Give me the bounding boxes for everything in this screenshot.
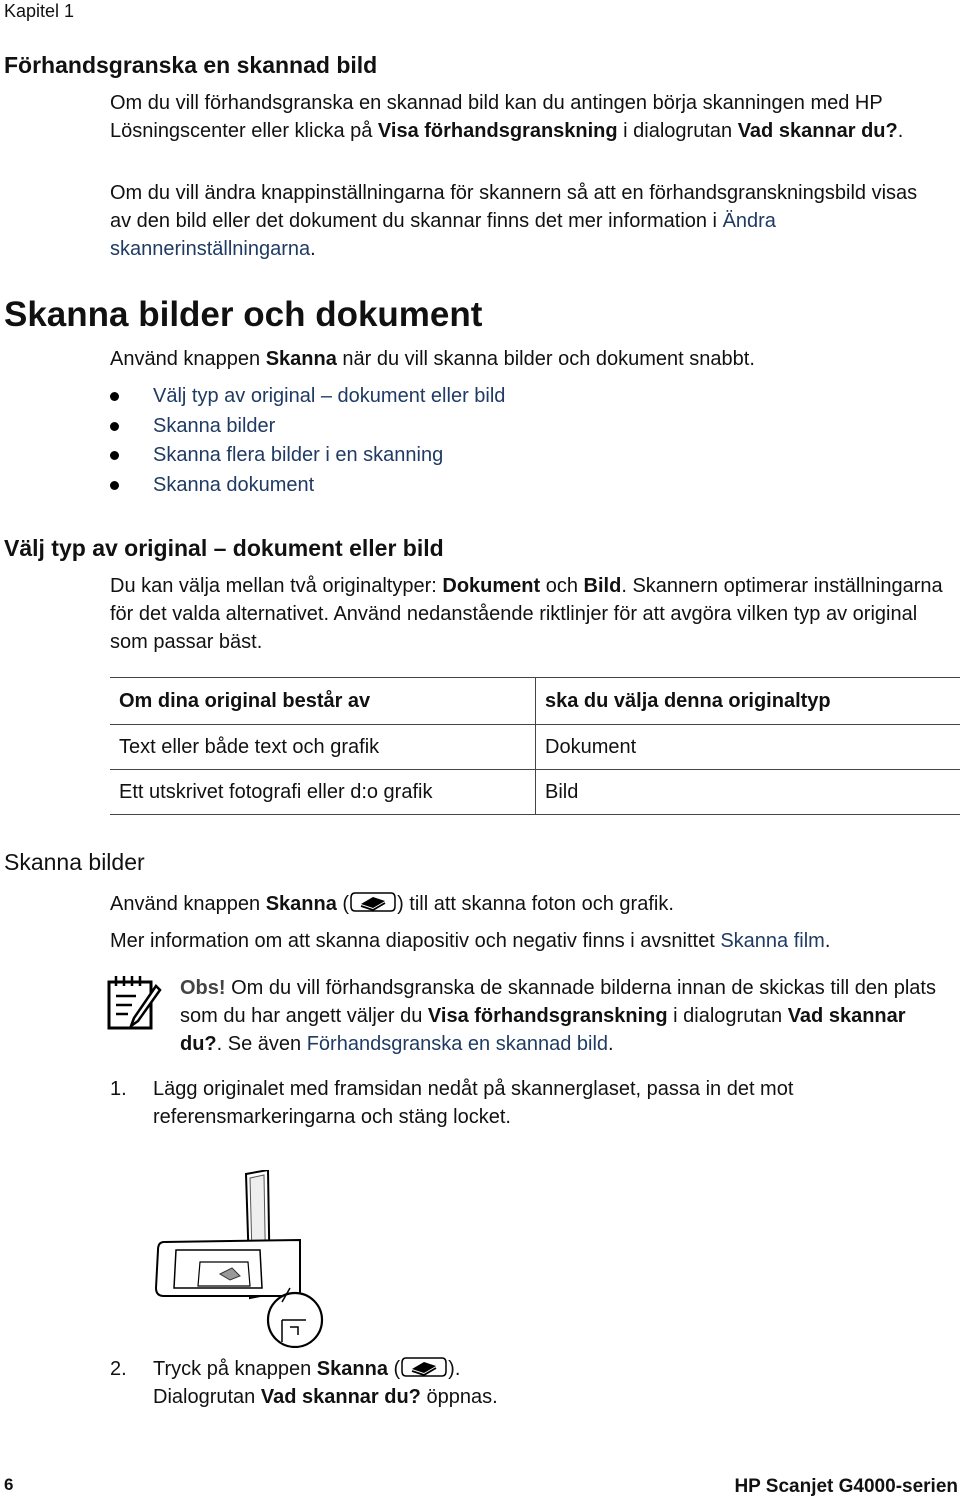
paragraph-film-info: Mer information om att skanna diapositiv och negativ finns i avsnittet Skanna film. xyxy=(110,930,831,952)
bullet-icon xyxy=(110,451,119,460)
step-text: Tryck på knappen Skanna ( ). Dialogrutan Vad skannar du? öppnas. xyxy=(153,1355,933,1411)
section-heading-preview: Förhandsgranska en skannad bild xyxy=(4,52,378,78)
paragraph-original-type: Du kan välja mellan två originaltyper: Dokument och Bild. Skannern optimerar inställningarna för det valda alternativet. Använd nedanstående riktlinjer för att avgöra vilken typ av original som passar bäst. xyxy=(110,575,943,653)
link-forhandsgranska[interactable]: Förhandsgranska en skannad bild xyxy=(306,1033,609,1055)
note-label: Obs! xyxy=(180,977,226,999)
step-number: 1. xyxy=(110,1078,127,1100)
note-pad-icon xyxy=(104,972,164,1034)
link-valj-typ[interactable]: Välj typ av original – dokument eller bild xyxy=(153,385,506,407)
list-item xyxy=(110,441,505,471)
table-row xyxy=(110,770,960,815)
link-andra-skannerinstallningarna[interactable]: Ändra skannerinställningarna xyxy=(110,210,776,260)
table-header-row xyxy=(110,678,960,725)
link-skanna-flera-bilder[interactable]: Skanna flera bilder i en skanning xyxy=(153,444,444,466)
bullet-icon xyxy=(110,481,119,490)
page-number: 6 xyxy=(4,1475,14,1494)
section-heading-original-type: Välj typ av original – dokument eller bild xyxy=(4,535,444,561)
table-row xyxy=(110,725,960,770)
paragraph-preview-intro: Om du vill förhandsgranska en skannad bild kan du antingen börja skanningen med HP Lösningscenter eller klicka på Visa förhandsgranskning i dialogrutan Vad skannar du?. xyxy=(110,92,904,142)
paragraph-scan-button: Använd knappen Skanna ( ) till att skanna foton och grafik. xyxy=(110,890,950,918)
list-item xyxy=(110,382,505,412)
column-header: Om dina original består av xyxy=(110,678,536,725)
step-text: Lägg originalet med framsidan nedåt på skannerglaset, passa in det mot referensmarkeringarna och stäng locket. xyxy=(153,1078,794,1128)
scan-button-icon xyxy=(349,890,397,914)
bullet-icon xyxy=(110,392,119,401)
table-cell: Ett utskrivet fotografi eller d:o grafik xyxy=(110,770,536,815)
list-item xyxy=(110,471,505,501)
link-skanna-film[interactable]: Skanna film xyxy=(720,930,825,952)
page-title: Skanna bilder och dokument xyxy=(4,295,483,334)
bullet-icon xyxy=(110,422,119,431)
section-heading-scan-images: Skanna bilder xyxy=(4,849,145,875)
table-cell: Bild xyxy=(536,770,960,815)
note-box: Obs! Om du vill förhandsgranska de skannade bilderna innan de skickas till den plats som du har angett väljer du Visa förhandsgranskning i dialogrutan Vad skannar du?. Se även Förhandsgranska en skannad bild. xyxy=(180,977,936,1055)
original-type-table xyxy=(110,677,960,815)
paragraph-preview-settings: Om du vill ändra knappinställningarna för skannern så att en förhandsgranskningsbild visas av den bild eller det dokument du skannar finns det mer information i Ändra skannerinställningarna. xyxy=(110,182,918,260)
link-skanna-dokument[interactable]: Skanna dokument xyxy=(153,473,315,496)
paragraph-scan-intro: Använd knappen Skanna när du vill skanna bilder och dokument snabbt. xyxy=(110,348,755,370)
chapter-label: Kapitel 1 xyxy=(4,1,75,21)
table-cell: Dokument xyxy=(536,725,960,770)
footer-title: HP Scanjet G4000-serien xyxy=(734,1476,958,1497)
topic-link-list xyxy=(110,382,505,500)
scan-button-icon xyxy=(400,1355,448,1379)
table-cell: Text eller både text och grafik xyxy=(110,725,536,770)
column-header: ska du välja denna originaltyp xyxy=(536,678,960,725)
step-number: 2. xyxy=(110,1358,127,1380)
list-item xyxy=(110,412,505,442)
scanner-illustration xyxy=(150,1170,350,1348)
link-skanna-bilder[interactable]: Skanna bilder xyxy=(153,414,276,437)
